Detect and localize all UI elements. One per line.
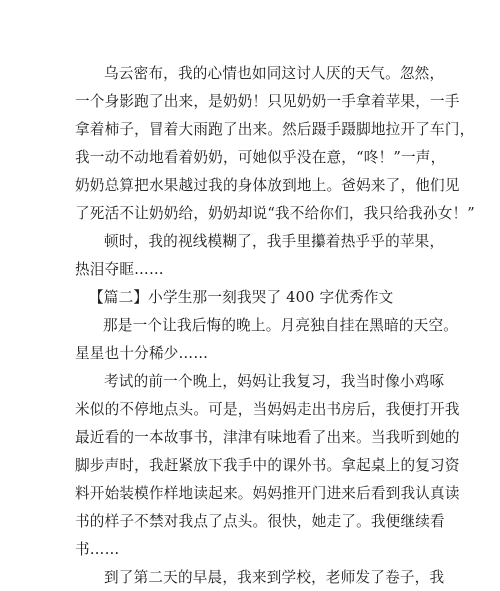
paragraph-line: 一个身影跑了出来，是奶奶！只见奶奶一手拿着苹果，一手 bbox=[75, 93, 460, 110]
paragraph-line: 到了第二天的早晨，我来到学校，老师发了卷子，我 bbox=[104, 569, 445, 586]
paragraph-line: 书…… bbox=[75, 541, 120, 558]
paragraph-line: 考试的前一个晚上，妈妈让我复习，我当时像小鸡啄 bbox=[104, 373, 445, 390]
paragraph-line: 顿时，我的视线模糊了，我手里攥着热乎乎的苹果， bbox=[104, 233, 445, 250]
paragraph-line: 热泪夺眶…… bbox=[75, 261, 164, 278]
paragraph-line: 乌云密布，我的心情也如同这讨人厌的天气。忽然， bbox=[104, 65, 445, 82]
paragraph-line: 我一动不动地看着奶奶，可她似乎没在意，“咚！”一声， bbox=[75, 149, 446, 166]
section-heading: 【篇二】小学生那一刻我哭了 400 字优秀作文 bbox=[89, 289, 394, 306]
paragraph-line: 料开始装模作样地读起来。妈妈推开门进来后看到我认真读 bbox=[75, 485, 460, 502]
paragraph-line: 脚步声时，我赶紧放下我手中的课外书。拿起桌上的复习资 bbox=[75, 457, 460, 474]
paragraph-line: 了死活不让奶奶给，奶奶却说“我不给你们，我只给我孙女！” bbox=[75, 205, 475, 222]
paragraph-line: 那是一个让我后悔的晚上。月亮独自挂在黑暗的天空。 bbox=[103, 317, 459, 334]
paragraph-line: 拿着柿子，冒着大雨跑了出来。然后蹑手蹑脚地拉开了车门， bbox=[75, 121, 475, 138]
paragraph-line: 星星也十分稀少…… bbox=[75, 345, 209, 362]
paragraph-line: 米似的不停地点头。可是，当妈妈走出书房后，我便打开我 bbox=[75, 401, 460, 418]
paragraph-line: 奶奶总算把水果越过我的身体放到地上。爸妈来了，他们见 bbox=[75, 177, 460, 194]
paragraph-line: 最近看的一本故事书，津津有味地看了出来。当我听到她的 bbox=[75, 429, 460, 446]
paragraph-line: 书的样子不禁对我点了点头。很快，她走了。我便继续看 bbox=[75, 513, 445, 530]
